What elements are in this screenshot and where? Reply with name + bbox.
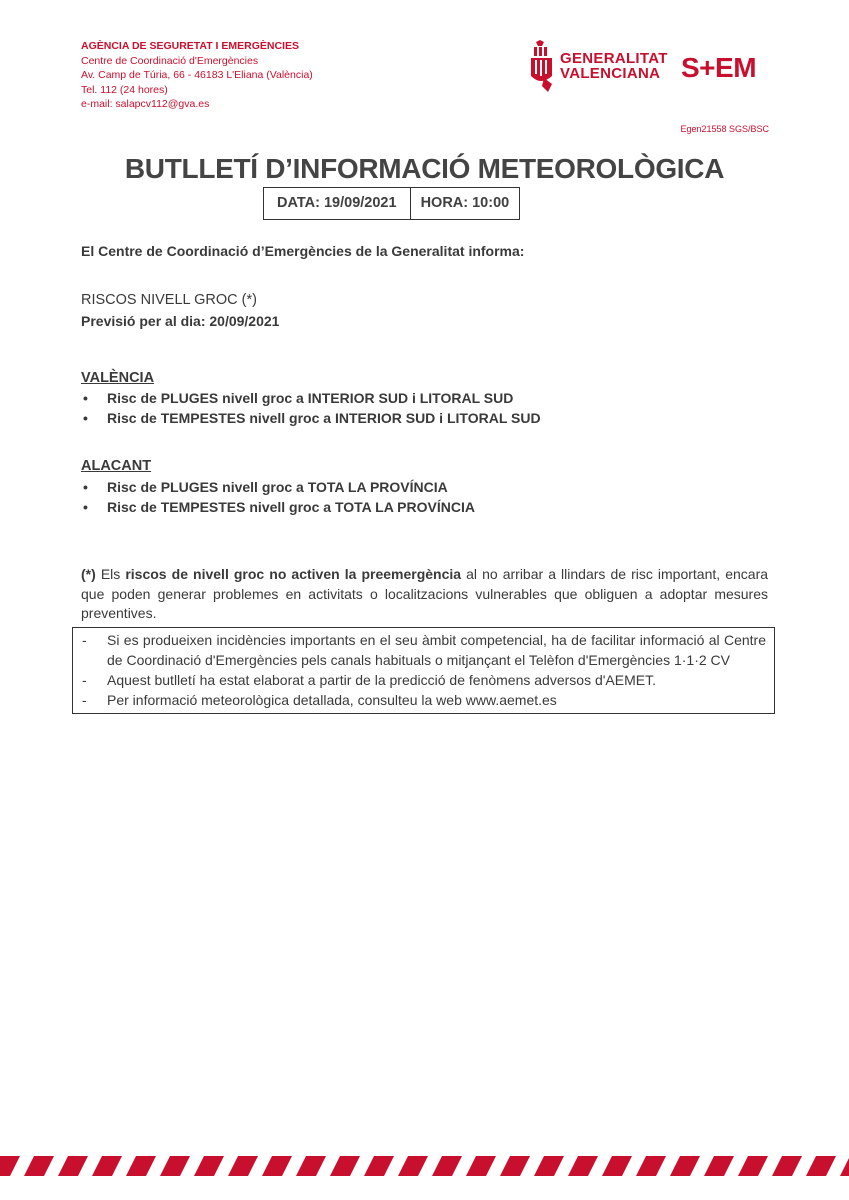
list-item: • Risc de PLUGES nivell groc a TOTA LA PROVÍNCIA <box>81 477 475 497</box>
footer-stripe <box>806 1156 836 1176</box>
footer-stripe <box>0 1156 20 1176</box>
region-heading-valencia: VALÈNCIA <box>81 370 155 386</box>
footer-stripe <box>398 1156 428 1176</box>
info-item-aemet-source: - Aquest butlletí ha estat elaborat a partir de la predicció de fenòmens adversos d'AEMET. <box>81 670 766 690</box>
agency-phone: Tel. 112 (24 hores) <box>81 83 168 96</box>
date-time-box <box>263 187 520 220</box>
footer-stripe <box>602 1156 632 1176</box>
footer-stripe <box>24 1156 54 1176</box>
note-text-1: Els <box>95 566 126 582</box>
sem-logo: S+EM <box>681 52 757 83</box>
list-item: • Risc de TEMPESTES nivell groc a INTERIOR SUD i LITORAL SUD <box>81 408 541 428</box>
footer-stripe <box>160 1156 190 1176</box>
footer-stripe <box>330 1156 360 1176</box>
intro-text: El Centre de Coordinació d’Emergències de la Generalitat informa: <box>81 243 525 259</box>
agency-email: e-mail: salapcv112@gva.es <box>81 98 210 111</box>
agency-header <box>81 39 313 112</box>
date-label: DATA: 19/09/2021 <box>277 195 397 211</box>
footer-stripe <box>704 1156 734 1176</box>
note-text-2: al no arribar a llindars de risc important, encara que poden generar problemes en activitats o localitzacions vulnerables que obliguen a adoptar mesures preventives. <box>81 566 769 621</box>
alacant-risk-list <box>81 477 475 517</box>
time-label: HORA: 10:00 <box>410 188 520 219</box>
footer-stripe <box>432 1156 462 1176</box>
region-heading-alacant: ALACANT <box>81 458 152 474</box>
note-marker: (*) <box>81 566 96 582</box>
footer-stripe <box>466 1156 496 1176</box>
info-box <box>72 627 775 714</box>
info-item-incidents: - Si es produeixen incidències importants en el seu àmbit competencial, ha de facilitar informació al Centre de Coordinació d'Emergències pels canals habituals o mitjançant el Telèfon d'Emergències 1·1·2 CV <box>81 630 766 670</box>
generalitat-line-1: GENERALITAT <box>560 50 668 67</box>
footer-stripe <box>126 1156 156 1176</box>
note-text-bold: riscos de nivell groc no activen la preemergència <box>125 566 462 582</box>
yellow-risk-note <box>81 565 768 624</box>
generalitat-line-2: VALENCIANA <box>560 65 661 82</box>
agency-center: Centre de Coordinació d'Emergències <box>81 54 259 67</box>
generalitat-emblem-icon <box>530 40 554 92</box>
valencia-risk-list <box>81 388 541 428</box>
footer-stripe <box>228 1156 258 1176</box>
footer-stripe <box>58 1156 88 1176</box>
footer-stripes <box>0 1156 849 1176</box>
generalitat-logo <box>530 40 668 92</box>
footer-stripe <box>194 1156 224 1176</box>
footer-stripe <box>568 1156 598 1176</box>
risk-level-heading: RISCOS NIVELL GROC (*) <box>81 292 257 308</box>
footer-stripe <box>738 1156 768 1176</box>
footer-stripe <box>772 1156 802 1176</box>
list-item: • Risc de PLUGES nivell groc a INTERIOR SUD i LITORAL SUD <box>81 388 541 408</box>
page-title: BUTLLETÍ D’INFORMACIÓ METEOROLÒGICA <box>124 153 725 184</box>
footer-stripe <box>262 1156 292 1176</box>
footer-stripe <box>500 1156 530 1176</box>
footer-stripe <box>92 1156 122 1176</box>
info-item-aemet-web: - Per informació meteorològica detallada, consulteu la web www.aemet.es <box>81 690 766 710</box>
footer-stripe <box>670 1156 700 1176</box>
forecast-date: Previsió per al dia: 20/09/2021 <box>81 313 280 329</box>
footer-stripe <box>840 1156 849 1176</box>
footer-stripe <box>636 1156 666 1176</box>
list-item: • Risc de TEMPESTES nivell groc a TOTA LA PROVÍNCIA <box>81 497 475 517</box>
agency-address: Av. Camp de Túria, 66 - 46183 L'Eliana (València) <box>81 69 313 82</box>
footer-stripe <box>296 1156 326 1176</box>
document-reference: Egen21558 SGS/BSC <box>680 124 769 134</box>
agency-name: AGÈNCIA DE SEGURETAT I EMERGÈNCIES <box>81 40 299 52</box>
footer-stripe <box>364 1156 394 1176</box>
footer-stripe <box>534 1156 564 1176</box>
